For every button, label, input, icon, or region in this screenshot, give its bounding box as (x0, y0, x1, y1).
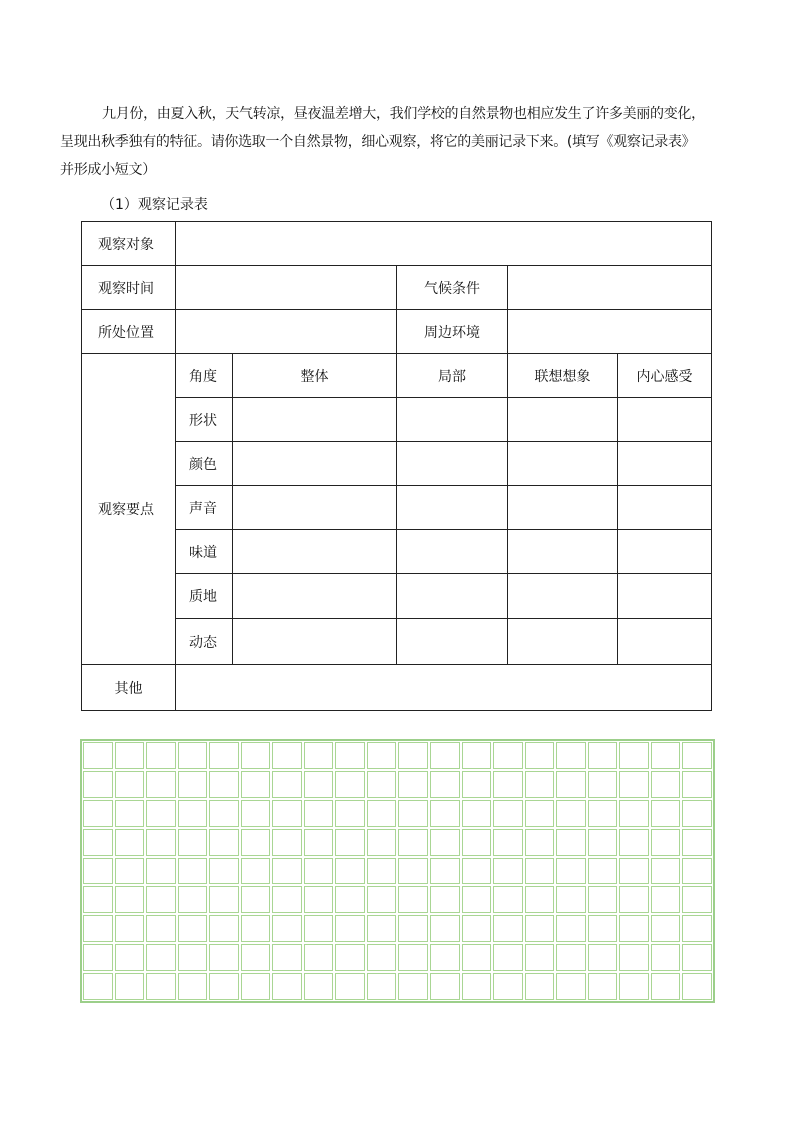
grid-cell[interactable] (241, 829, 271, 856)
grid-cell[interactable] (209, 829, 239, 856)
header-overall: 整体 (233, 354, 397, 398)
grid-cell[interactable] (335, 742, 365, 769)
grid-cell[interactable] (556, 886, 586, 913)
grid-cell[interactable] (430, 800, 460, 827)
input-cell[interactable] (233, 442, 397, 486)
grid-cell[interactable] (462, 915, 492, 942)
grid-cell[interactable] (398, 829, 428, 856)
grid-cell[interactable] (241, 771, 271, 798)
grid-cell[interactable] (115, 800, 145, 827)
grid-cell[interactable] (462, 829, 492, 856)
grid-cell[interactable] (493, 915, 523, 942)
grid-cell[interactable] (556, 944, 586, 971)
grid-cell[interactable] (241, 973, 271, 1000)
grid-cell[interactable] (241, 886, 271, 913)
grid-cell[interactable] (83, 944, 113, 971)
grid-cell[interactable] (209, 771, 239, 798)
grid-cell[interactable] (367, 771, 397, 798)
input-cell[interactable] (397, 486, 508, 530)
grid-cell[interactable] (493, 886, 523, 913)
label-surroundings: 周边环境 (397, 310, 508, 354)
grid-cell[interactable] (588, 829, 618, 856)
input-cell[interactable] (397, 442, 508, 486)
input-cell[interactable] (233, 574, 397, 619)
grid-cell[interactable] (525, 973, 555, 1000)
input-other[interactable] (176, 665, 712, 711)
input-cell[interactable] (397, 619, 508, 665)
grid-cell[interactable] (462, 800, 492, 827)
grid-cell[interactable] (146, 915, 176, 942)
grid-cell[interactable] (178, 915, 208, 942)
aspect-texture: 质地 (176, 574, 233, 619)
aspect-taste: 味道 (176, 530, 233, 574)
grid-cell[interactable] (272, 886, 302, 913)
input-climate[interactable] (508, 266, 712, 310)
grid-cell[interactable] (115, 915, 145, 942)
grid-cell[interactable] (462, 944, 492, 971)
grid-cell[interactable] (556, 771, 586, 798)
grid-cell[interactable] (619, 742, 649, 769)
label-observation-object: 观察对象 (82, 222, 176, 266)
grid-cell[interactable] (462, 973, 492, 1000)
input-cell[interactable] (618, 486, 712, 530)
grid-cell[interactable] (651, 973, 681, 1000)
grid-cell[interactable] (430, 742, 460, 769)
grid-cell[interactable] (430, 886, 460, 913)
grid-cell[interactable] (304, 858, 334, 885)
grid-cell[interactable] (556, 742, 586, 769)
grid-cell[interactable] (619, 858, 649, 885)
grid-cell[interactable] (430, 915, 460, 942)
grid-cell[interactable] (398, 944, 428, 971)
grid-cell[interactable] (651, 915, 681, 942)
grid-cell[interactable] (682, 771, 712, 798)
grid-cell[interactable] (430, 771, 460, 798)
grid-cell[interactable] (272, 858, 302, 885)
intro-paragraph (60, 100, 721, 184)
grid-cell[interactable] (83, 915, 113, 942)
input-cell[interactable] (508, 398, 618, 442)
input-cell[interactable] (618, 442, 712, 486)
grid-cell[interactable] (682, 858, 712, 885)
grid-cell[interactable] (462, 858, 492, 885)
grid-cell[interactable] (619, 886, 649, 913)
table-row (82, 530, 712, 574)
grid-cell[interactable] (682, 800, 712, 827)
grid-cell[interactable] (493, 771, 523, 798)
writing-grid-paper[interactable] (80, 739, 715, 1003)
table-row-time (82, 266, 712, 310)
input-cell[interactable] (397, 574, 508, 619)
grid-cell[interactable] (682, 915, 712, 942)
header-angle: 角度 (176, 354, 233, 398)
grid-cell[interactable] (398, 973, 428, 1000)
grid-cell[interactable] (115, 973, 145, 1000)
grid-cell[interactable] (588, 886, 618, 913)
grid-cell[interactable] (335, 858, 365, 885)
grid-cell[interactable] (241, 858, 271, 885)
grid-cell[interactable] (619, 829, 649, 856)
input-cell[interactable] (508, 574, 618, 619)
grid-cell[interactable] (651, 771, 681, 798)
grid-cell[interactable] (367, 829, 397, 856)
grid-cell[interactable] (619, 944, 649, 971)
grid-cell[interactable] (178, 858, 208, 885)
aspect-color: 颜色 (176, 442, 233, 486)
input-cell[interactable] (233, 530, 397, 574)
grid-cell[interactable] (146, 886, 176, 913)
grid-cell[interactable] (241, 944, 271, 971)
grid-cell[interactable] (367, 742, 397, 769)
grid-cell[interactable] (209, 742, 239, 769)
input-cell[interactable] (618, 398, 712, 442)
grid-cell[interactable] (430, 858, 460, 885)
header-feelings: 内心感受 (618, 354, 712, 398)
grid-cell[interactable] (178, 973, 208, 1000)
grid-cell[interactable] (525, 800, 555, 827)
grid-cell[interactable] (304, 829, 334, 856)
grid-cell[interactable] (272, 973, 302, 1000)
grid-cell[interactable] (146, 742, 176, 769)
grid-cell[interactable] (209, 973, 239, 1000)
table-row (82, 619, 712, 665)
grid-cell[interactable] (525, 886, 555, 913)
grid-cell[interactable] (209, 886, 239, 913)
grid-cell[interactable] (367, 944, 397, 971)
grid-cell[interactable] (493, 742, 523, 769)
grid-cell[interactable] (682, 886, 712, 913)
grid-cell[interactable] (367, 915, 397, 942)
label-observation-time: 观察时间 (82, 266, 176, 310)
table-row (82, 398, 712, 442)
grid-cell[interactable] (619, 973, 649, 1000)
grid-cell[interactable] (272, 915, 302, 942)
grid-cell[interactable] (241, 915, 271, 942)
grid-cell[interactable] (335, 915, 365, 942)
input-cell[interactable] (618, 574, 712, 619)
grid-cell[interactable] (178, 944, 208, 971)
table-row-location (82, 310, 712, 354)
input-surroundings[interactable] (508, 310, 712, 354)
grid-cell[interactable] (588, 973, 618, 1000)
grid-cell[interactable] (304, 771, 334, 798)
grid-cell[interactable] (398, 915, 428, 942)
grid-cell[interactable] (83, 800, 113, 827)
grid-cell[interactable] (462, 771, 492, 798)
grid-cell[interactable] (430, 973, 460, 1000)
grid-cell[interactable] (493, 800, 523, 827)
grid-cell[interactable] (83, 858, 113, 885)
grid-cell[interactable] (682, 944, 712, 971)
header-association: 联想想象 (508, 354, 618, 398)
grid-cell[interactable] (335, 800, 365, 827)
grid-cell[interactable] (651, 829, 681, 856)
grid-cell[interactable] (462, 742, 492, 769)
grid-cell[interactable] (304, 742, 334, 769)
grid-cell[interactable] (651, 800, 681, 827)
grid-cell[interactable] (335, 886, 365, 913)
grid-cell[interactable] (462, 886, 492, 913)
aspect-shape: 形状 (176, 398, 233, 442)
grid-cell[interactable] (367, 858, 397, 885)
input-cell[interactable] (618, 619, 712, 665)
grid-cell[interactable] (146, 800, 176, 827)
input-cell[interactable] (508, 442, 618, 486)
grid-cell[interactable] (651, 742, 681, 769)
grid-cell[interactable] (619, 915, 649, 942)
grid-cell[interactable] (398, 742, 428, 769)
grid-cell[interactable] (588, 771, 618, 798)
grid-cell[interactable] (146, 858, 176, 885)
grid-cell[interactable] (83, 973, 113, 1000)
aspect-motion: 动态 (176, 619, 233, 665)
grid-cell[interactable] (525, 858, 555, 885)
grid-cell[interactable] (146, 829, 176, 856)
grid-cell[interactable] (398, 771, 428, 798)
grid-cell[interactable] (556, 858, 586, 885)
grid-cell[interactable] (651, 858, 681, 885)
table-row (82, 442, 712, 486)
table-row-other (82, 665, 712, 711)
grid-cell[interactable] (525, 771, 555, 798)
grid-cell[interactable] (146, 771, 176, 798)
grid-cell[interactable] (682, 973, 712, 1000)
grid-cell[interactable] (304, 886, 334, 913)
grid-cell[interactable] (525, 944, 555, 971)
grid-cell[interactable] (367, 973, 397, 1000)
label-climate: 气候条件 (397, 266, 508, 310)
grid-cell[interactable] (178, 886, 208, 913)
observation-record-table (81, 221, 712, 711)
grid-cell[interactable] (588, 944, 618, 971)
input-observation-time[interactable] (176, 266, 397, 310)
grid-cell[interactable] (525, 915, 555, 942)
grid-cell[interactable] (525, 742, 555, 769)
grid-cell[interactable] (178, 742, 208, 769)
input-location[interactable] (176, 310, 397, 354)
input-cell[interactable] (508, 486, 618, 530)
grid-cell[interactable] (272, 829, 302, 856)
grid-cell[interactable] (556, 800, 586, 827)
grid-cell[interactable] (619, 800, 649, 827)
grid-cell[interactable] (115, 829, 145, 856)
grid-cell[interactable] (115, 742, 145, 769)
grid-cell[interactable] (146, 944, 176, 971)
grid-cell[interactable] (178, 800, 208, 827)
grid-cell[interactable] (115, 944, 145, 971)
input-observation-object[interactable] (176, 222, 712, 266)
grid-cell[interactable] (115, 771, 145, 798)
label-other: 其他 (82, 665, 176, 711)
input-cell[interactable] (233, 486, 397, 530)
table-row (82, 486, 712, 530)
input-cell[interactable] (397, 530, 508, 574)
grid-cell[interactable] (588, 742, 618, 769)
grid-cell[interactable] (272, 944, 302, 971)
grid-cell[interactable] (83, 771, 113, 798)
grid-cell[interactable] (398, 858, 428, 885)
label-observation-points: 观察要点 (82, 354, 176, 665)
intro-line-1: 九月份，由夏入秋，天气转凉，昼夜温差增大，我们学校的自然景物也相应发生了许多美丽的变化， (102, 106, 705, 122)
grid-cell[interactable] (272, 800, 302, 827)
grid-cell[interactable] (398, 800, 428, 827)
grid-cell[interactable] (430, 944, 460, 971)
input-cell[interactable] (233, 398, 397, 442)
grid-cell[interactable] (335, 771, 365, 798)
label-location: 所处位置 (82, 310, 176, 354)
grid-cell[interactable] (588, 858, 618, 885)
grid-cell[interactable] (115, 886, 145, 913)
grid-cell[interactable] (209, 800, 239, 827)
input-cell[interactable] (618, 530, 712, 574)
table-row-object (82, 222, 712, 266)
input-cell[interactable] (233, 619, 397, 665)
aspect-sound: 声音 (176, 486, 233, 530)
grid-cell[interactable] (493, 973, 523, 1000)
grid-cell[interactable] (178, 771, 208, 798)
input-cell[interactable] (397, 398, 508, 442)
grid-cell[interactable] (241, 800, 271, 827)
grid-cell[interactable] (367, 800, 397, 827)
grid-cell[interactable] (335, 973, 365, 1000)
grid-cell[interactable] (209, 915, 239, 942)
grid-cell[interactable] (588, 915, 618, 942)
grid-cell[interactable] (178, 829, 208, 856)
grid-cell[interactable] (83, 886, 113, 913)
grid-cell[interactable] (146, 973, 176, 1000)
header-partial: 局部 (397, 354, 508, 398)
grid-cell[interactable] (556, 829, 586, 856)
grid-cell[interactable] (304, 915, 334, 942)
grid-cell[interactable] (493, 858, 523, 885)
grid-cell[interactable] (304, 973, 334, 1000)
grid-cell[interactable] (651, 944, 681, 971)
input-cell[interactable] (508, 619, 618, 665)
grid-cell[interactable] (619, 771, 649, 798)
grid-cell[interactable] (272, 742, 302, 769)
grid-cell[interactable] (493, 944, 523, 971)
intro-line-3: 并形成小短文） (60, 162, 156, 178)
grid-cell[interactable] (83, 829, 113, 856)
table-row (82, 574, 712, 619)
grid-cell[interactable] (398, 886, 428, 913)
grid-cell[interactable] (335, 829, 365, 856)
table-subtitle: （1）观察记录表 (101, 197, 208, 213)
grid-cell[interactable] (335, 944, 365, 971)
intro-line-2: 呈现出秋季独有的特征。请你选取一个自然景物，细心观察，将它的美丽记录下来。(填写《观察记录表》 (60, 134, 696, 150)
input-cell[interactable] (508, 530, 618, 574)
grid-cell[interactable] (209, 944, 239, 971)
grid-cell[interactable] (525, 829, 555, 856)
grid-cell[interactable] (493, 829, 523, 856)
grid-cell[interactable] (682, 742, 712, 769)
table-row-headers (82, 354, 712, 398)
grid-cell[interactable] (430, 829, 460, 856)
grid-cell[interactable] (83, 742, 113, 769)
grid-cell[interactable] (651, 886, 681, 913)
grid-cell[interactable] (304, 944, 334, 971)
grid-cell[interactable] (367, 886, 397, 913)
grid-cell[interactable] (556, 973, 586, 1000)
grid-cell[interactable] (272, 771, 302, 798)
grid-cell[interactable] (556, 915, 586, 942)
grid-cell[interactable] (304, 800, 334, 827)
grid-cell[interactable] (241, 742, 271, 769)
grid-cell[interactable] (115, 858, 145, 885)
grid-cell[interactable] (209, 858, 239, 885)
grid-cell[interactable] (588, 800, 618, 827)
grid-cell[interactable] (682, 829, 712, 856)
